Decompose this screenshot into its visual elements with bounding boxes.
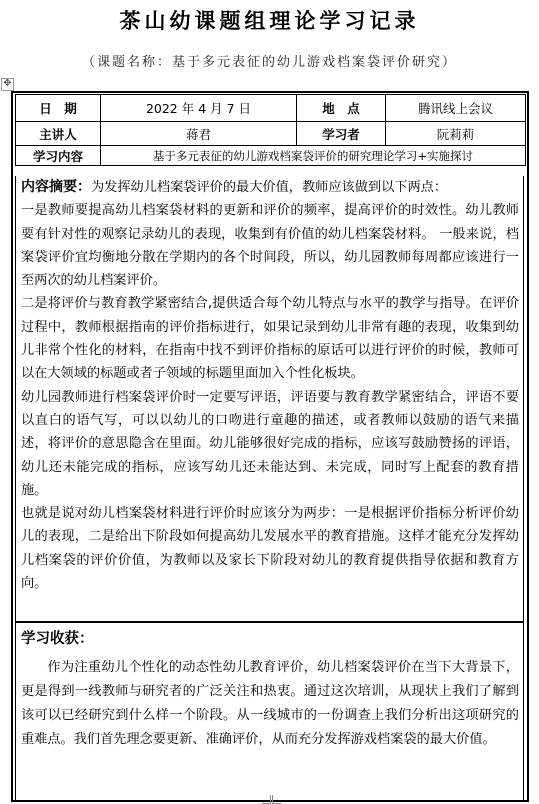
info-row-speaker — [16, 122, 526, 146]
date-value: 2022 年 4 月 7 日 — [101, 95, 297, 122]
summary-section — [15, 176, 524, 622]
learner-value: 阮莉莉 — [386, 122, 526, 146]
summary-heading: 内容摘要： — [21, 179, 91, 195]
frame-left-line — [11, 92, 13, 801]
date-label: 日 期 — [16, 95, 101, 122]
learner-label: 学习者 — [297, 122, 386, 146]
harvest-section — [15, 622, 524, 800]
summary-intro: 为发挥幼儿档案袋评价的最大价值，教师应该做到以下两点： — [91, 180, 448, 195]
crop-mark-left — [262, 795, 271, 804]
info-table — [15, 94, 526, 166]
summary-paragraph-4: 也就是说对幼儿档案袋材料进行评价时应该分为两步：一是根据评价指标分析评价幼儿的表现，二是给出下阶段如何提高幼儿发展水平的教育措施。这样才能充分发挥幼儿档案袋的评价价值，为教师以及家长下阶段对幼儿的教育提供指导依据和教育方向。 — [21, 506, 519, 592]
place-value: 腾讯线上会议 — [386, 95, 526, 122]
crop-mark-right — [272, 795, 281, 804]
harvest-heading: 学习收获： — [21, 631, 94, 647]
content-value: 基于多元表征的幼儿游戏档案袋评价的研究理论学习+实施探讨 — [101, 146, 526, 166]
summary-paragraph-3: 幼儿园教师进行档案袋评价时一定要写评语，评语要与教育教学紧密结合，评语不要以直白的语气写，可以以幼儿的口吻进行童趣的描述，或者教师以鼓励的语气来描述，将评价的意思隐含在里面。幼儿能够很好完成的指标，应该写鼓励赞扬的评语，幼儿还未能完成的指标，应该写幼儿还未能达到、未完成，同时写上配套的教育措施。 — [21, 389, 519, 498]
place-label: 地 点 — [297, 95, 386, 122]
speaker-value: 蒋君 — [101, 122, 297, 146]
summary-intro-line — [16, 176, 523, 199]
summary-paragraph-2: 二是将评价与教育教学紧密结合,提供适合每个幼儿特点与水平的教学与指导。在评价过程中，教师根据指南的评价指标进行，如果记录到幼儿非常有趣的表现，收集到幼儿非常个性化的材料，在指南中找不到评价指标的原话可以进行评价的时候，教师可以在大领域的标题或者子领域的标题里面加入个性化板块。 — [21, 296, 519, 382]
project-subtitle: （课题名称：基于多元表征的幼儿游戏档案袋评价研究） — [81, 55, 457, 70]
summary-paragraph-1: 一是教师要提高幼儿档案袋材料的更新和评价的频率，提高评价的时效性。幼儿教师要有针对性的观察记录幼儿的表现，收集到有价值的幼儿档案袋材料。 一般来说，档案袋评价宜均衡地分散在学期内的各个时间段，所以，幼儿园教师每周都应该进行一至两次的幼儿档案评价。 — [21, 203, 519, 289]
info-row-date — [16, 95, 526, 122]
page-title: 茶山幼课题组理论学习记录 — [119, 9, 420, 33]
move-cross-icon[interactable]: ✥ — [1, 78, 14, 91]
harvest-paragraph: 作为注重幼儿个性化的动态性幼儿教育评价，幼儿档案袋评价在当下大背景下，更是得到一线教师与研究者的广泛关注和热衷。通过这次培训，从现状上我们了解到该可以已经研究到什么样一个阶段。从一线城市的一份调查上我们分析出这项研究的重难点。我们首先理念要更新、准确评价，从而充分发挥游戏档案袋的最大价值。 — [21, 660, 519, 747]
frame-top-line — [11, 91, 529, 93]
frame-right-line — [527, 92, 529, 801]
info-row-content — [16, 146, 526, 166]
content-label: 学习内容 — [16, 146, 101, 166]
speaker-label: 主讲人 — [16, 122, 101, 146]
